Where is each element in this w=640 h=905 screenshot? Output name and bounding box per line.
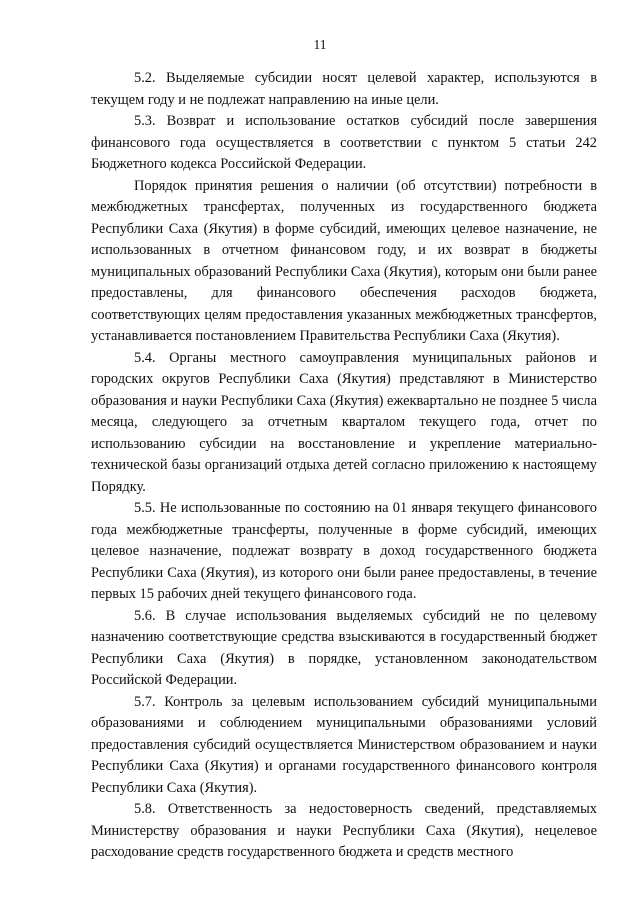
paragraph-5-6: 5.6. В случае использования выделяемых субсидий не по целевому назначению соответствующие средства взыскиваются в государственный бюджет Республики Саха (Якутия) в порядке, установленном законодательством Российской Федерации.: [91, 607, 597, 688]
paragraph-5-7: 5.7. Контроль за целевым использованием субсидий муниципальными образованиями и соблюдением муниципальными образованиями условий предоставления субсидий осуществляется Министерством образованием и науки Республики Саха (Якутия) и органами государственного финансового контроля Республики Саха (Якутия).: [91, 693, 597, 796]
paragraph-5-8: 5.8. Ответственность за недостоверность сведений, представляемых Министерству образования и науки Республики Саха (Якутия), нецелевое расходование средств государственного бюджета и средств местного: [91, 801, 597, 860]
paragraph-5-2: 5.2. Выделяемые субсидии носят целевой характер, используются в текущем году и не подлежат направлению на иные цели.: [91, 70, 597, 108]
document-body: [91, 68, 597, 864]
paragraph-5-4: 5.4. Органы местного самоуправления муниципальных районов и городских округов Республики Саха (Якутия) представляют в Министерство образования и науки Республики Саха (Якутия) ежеквартально не позднее 5 числа месяца, следующего за отчетным кварталом текущего года, отчет по использованию субсидии на восстановление и укрепление материально-технической базы организаций отдыха детей согласно приложению к настоящему Порядку.: [91, 349, 597, 495]
paragraph-return-procedure: Порядок принятия решения о наличии (об отсутствии) потребности в межбюджетных трансфертах, полученных из государственного бюджета Республики Саха (Якутия) в форме субсидий, имеющих целевое назначение, не использованных в отчетном финансовом году, и их возврат в бюджеты муниципальных образований Республики Саха (Якутия), которым они были ранее предоставлены, для финансового обеспечения расходов бюджета, соответствующих целям предоставления указанных межбюджетных трансфертов, устанавливается постановлением Правительства Республики Саха (Якутия).: [91, 177, 597, 344]
paragraph-5-3: 5.3. Возврат и использование остатков субсидий после завершения финансового года осуществляется в соответствии с пунктом 5 статьи 242 Бюджетного кодекса Российской Федерации.: [91, 113, 597, 172]
page-number: 11: [313, 37, 327, 52]
paragraph-5-5: 5.5. Не использованные по состоянию на 01 января текущего финансового года межбюджетные трансферты, полученные в форме субсидий, имеющих целевое назначение, подлежат возврату в доход государственного бюджета Республики Саха (Якутия), из которого они были ранее предоставлены, в течение первых 15 рабочих дней текущего финансового года.: [91, 500, 597, 602]
